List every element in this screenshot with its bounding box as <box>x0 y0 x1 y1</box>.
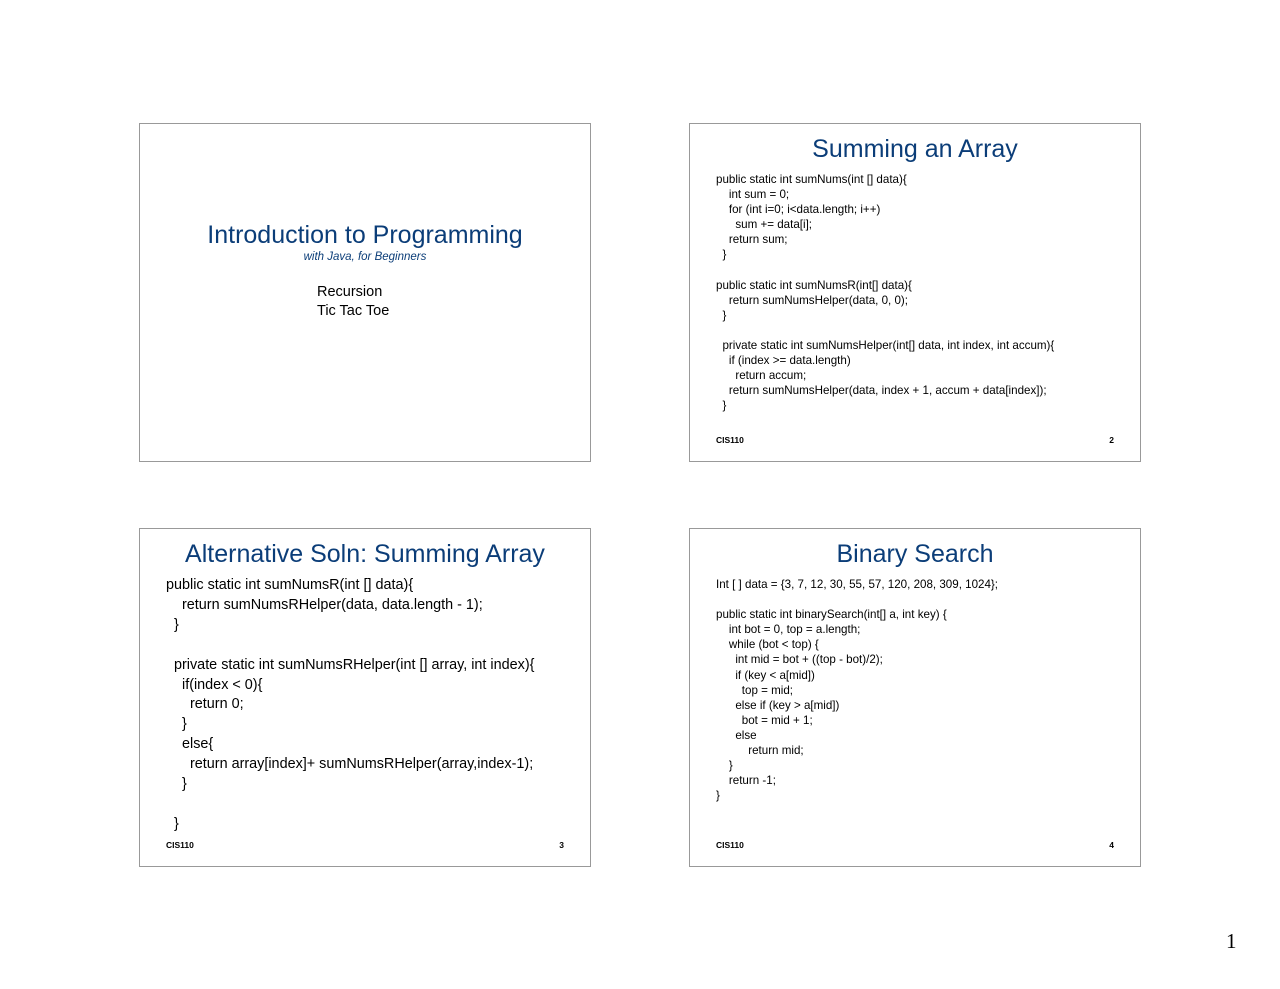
slide-footer-label: CIS110 <box>166 840 194 850</box>
slide-3 <box>139 528 591 867</box>
slide-title: Introduction to Programming <box>207 221 523 249</box>
slide-4 <box>689 528 1141 867</box>
slide-number: 2 <box>1109 435 1114 445</box>
code-block: Int [ ] data = {3, 7, 12, 30, 55, 57, 120, 208, 309, 1024}; public static int binarySearch(int[] a, int key) { int bot = 0, top = a.length; while (bot < top) { int mid = bot + ((top - bot)/2); if (key < a[mid]) top = mid; else if (key > a[mid]) bot = mid + 1; else return mid; } return -1; } <box>716 578 999 803</box>
page-number: 1 <box>1226 929 1237 953</box>
code-block: public static int sumNums(int [] data){ int sum = 0; for (int i=0; i<data.length; i++) sum += data[i]; return sum; } public static int sumNumsR(int[] data){ return sumNumsHelper(data, 0, 0); } private static int sumNumsHelper(int[] data, int index, int accum){ if (index >= data.length) return accum; return sumNumsHelper(data, index + 1, accum + data[index]); } <box>716 173 1055 413</box>
slide-2 <box>689 123 1141 462</box>
slide-title: Binary Search <box>836 540 994 568</box>
slide-1 <box>139 123 591 462</box>
slide-footer-label: CIS110 <box>716 840 744 850</box>
code-block: public static int sumNumsR(int [] data){ return sumNumsRHelper(data, data.length - 1); } private static int sumNumsRHelper(int [] array, int index){ if(index < 0){ return 0; } else{ return array[index]+ sumNumsRHelper(array,index-1); } } <box>166 577 535 832</box>
slide-number: 3 <box>559 840 564 850</box>
slide-title: Alternative Soln: Summing Array <box>185 540 545 568</box>
slide-number: 4 <box>1109 840 1114 850</box>
topic-recursion: Recursion <box>317 284 383 300</box>
slide-title: Summing an Array <box>812 135 1018 163</box>
slide-footer-label: CIS110 <box>716 435 744 445</box>
topic-tic-tac-toe: Tic Tac Toe <box>317 303 390 319</box>
slide-subtitle: with Java, for Beginners <box>303 251 427 263</box>
